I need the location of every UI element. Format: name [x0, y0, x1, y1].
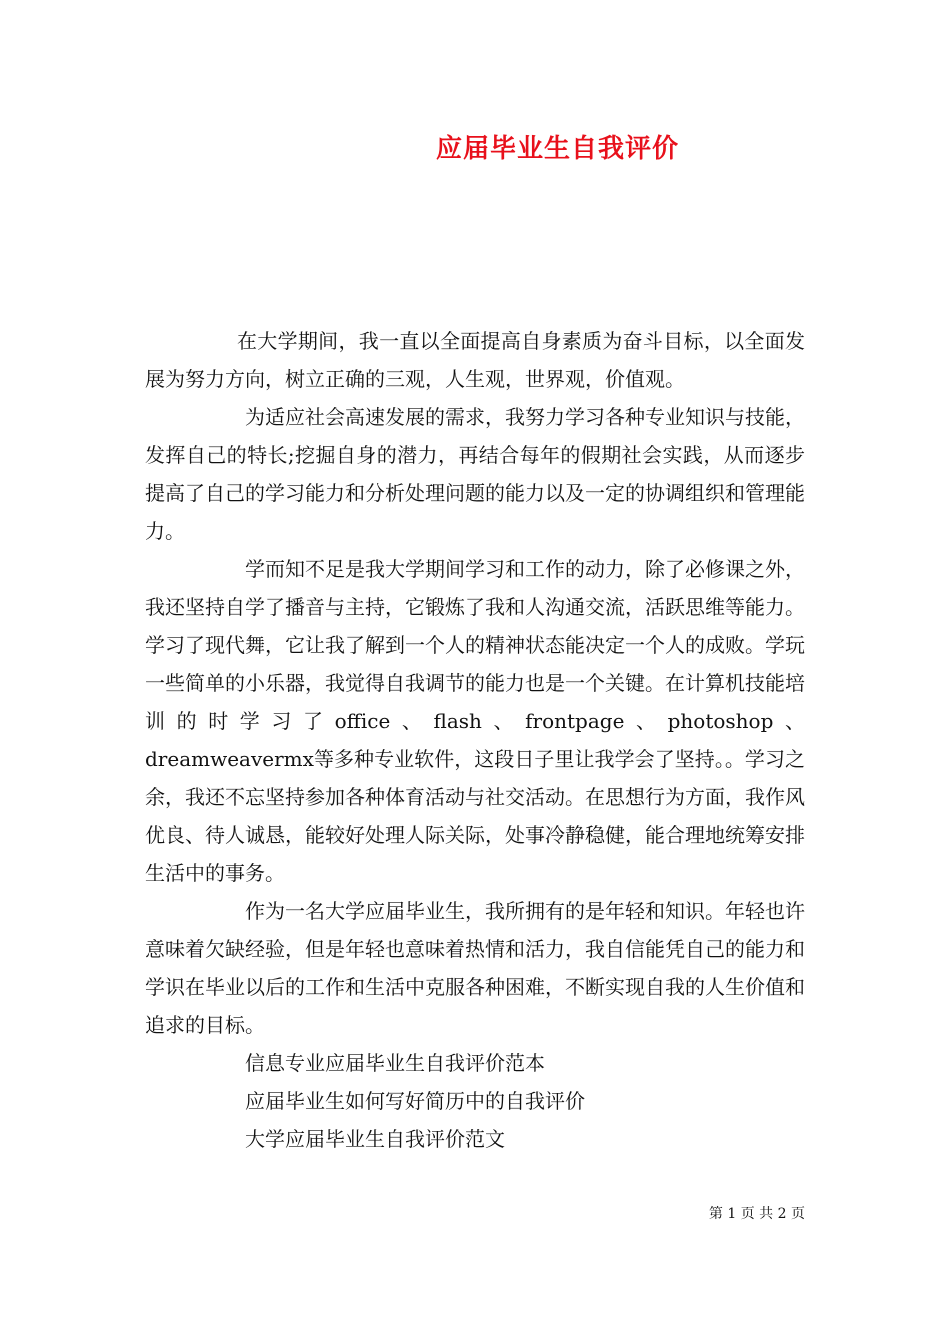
- document-body: [145, 322, 805, 1158]
- paragraph-4: 作为一名大学应届毕业生，我所拥有的是年轻和知识。年轻也许意味着欠缺经验，但是年轻也意味着热情和活力，我自信能凭自己的能力和学识在毕业以后的工作和生活中克服各种困难，不断实现自我的人生价值和追求的目标。: [145, 899, 805, 1037]
- page-number-footer: 第 1 页 共 2 页: [708, 1206, 805, 1222]
- document-title: 应届毕业生自我评价: [435, 134, 679, 164]
- paragraph-1: 在大学期间，我一直以全面提高自身素质为奋斗目标，以全面发展为努力方向，树立正确的三观，人生观，世界观，价值观。: [145, 329, 805, 391]
- related-link-1[interactable]: 信息专业应届毕业生自我评价范本: [245, 1051, 545, 1075]
- related-link-2[interactable]: 应届毕业生如何写好简历中的自我评价: [245, 1089, 585, 1113]
- paragraph-2: 为适应社会高速发展的需求，我努力学习各种专业知识与技能，发挥自己的特长;挖掘自身的潜力，再结合每年的假期社会实践，从而逐步提高了自己的学习能力和分析处理问题的能力以及一定的协调组织和管理能力。: [145, 405, 805, 543]
- related-link-3[interactable]: 大学应届毕业生自我评价范文: [245, 1127, 505, 1151]
- paragraph-3: 学而知不足是我大学期间学习和工作的动力，除了必修课之外，我还坚持自学了播音与主持，它锻炼了我和人沟通交流，活跃思维等能力。学习了现代舞，它让我了解到一个人的精神状态能决定一个人的成败。学玩一些简单的小乐器，我觉得自我调节的能力也是一个关键。在计算机技能培训的时学习了office、flash、frontpage、photoshop、dreamweavermx等多种专业软件，这段日子里让我学会了坚持。。学习之余，我还不忘坚持参加各种体育活动与社交活动。在思想行为方面，我作风优良、待人诚恳，能较好处理人际关际，处事冷静稳健，能合理地统筹安排生活中的事务。: [145, 557, 805, 885]
